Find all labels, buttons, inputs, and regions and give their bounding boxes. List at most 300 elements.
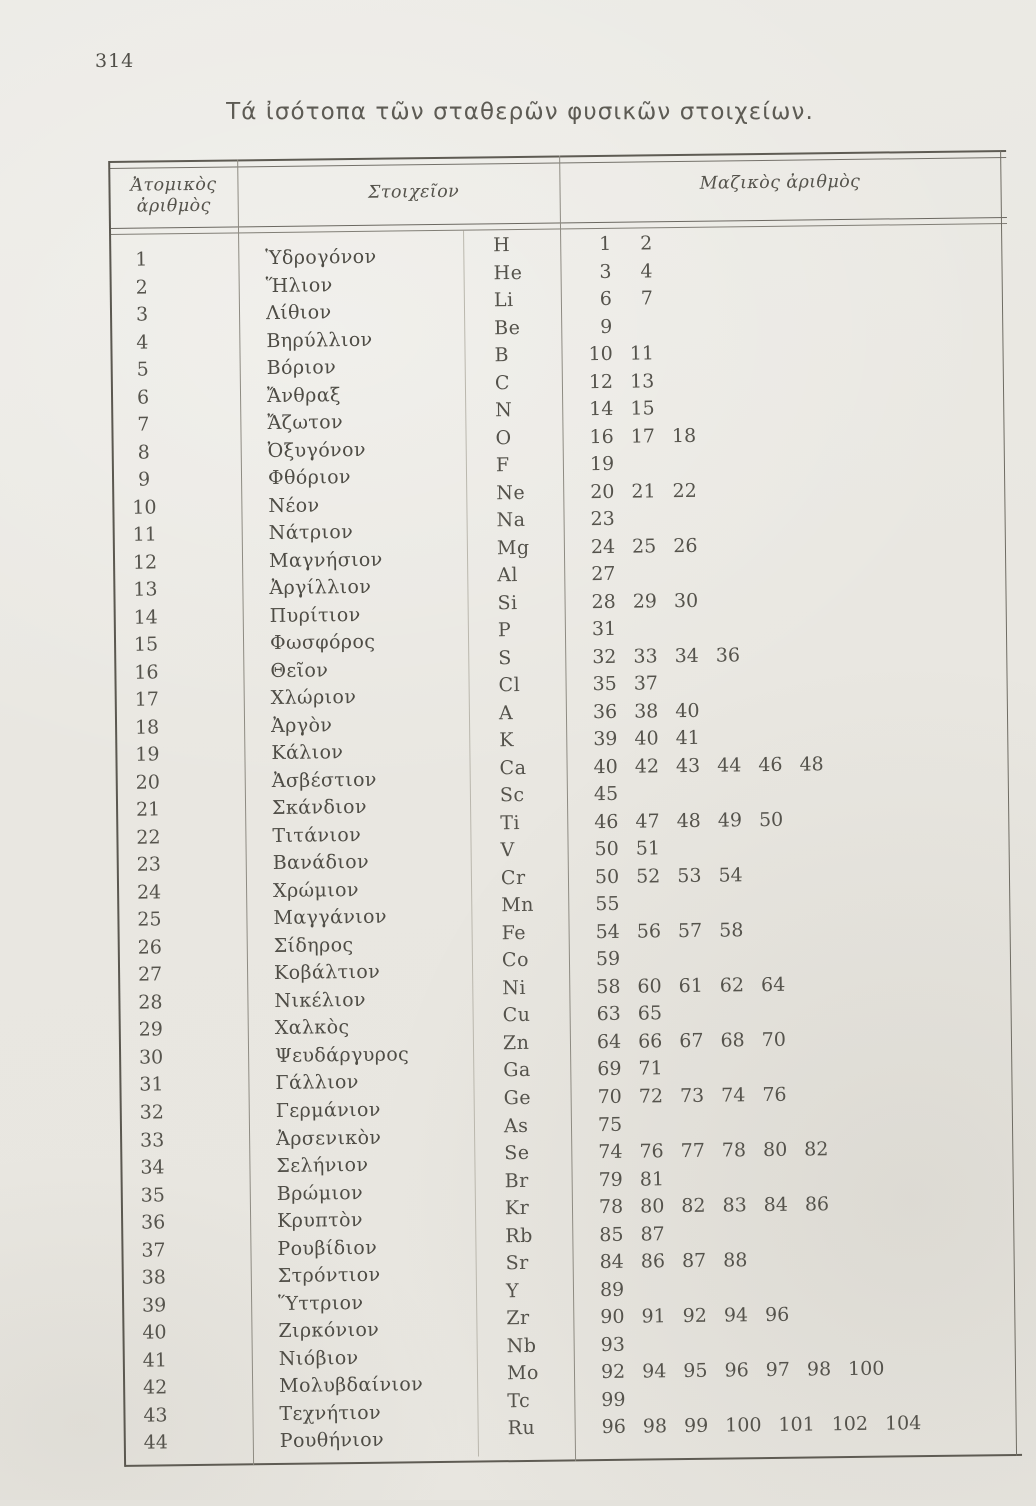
atomic-number-cell: 33 — [139, 1128, 165, 1152]
element-symbol-cell: Na — [496, 509, 526, 532]
element-symbol-cell: Ne — [496, 481, 526, 504]
mass-number: 54 — [595, 920, 620, 943]
mass-numbers-cell — [566, 477, 714, 506]
atomic-number-cell: 37 — [141, 1238, 166, 1262]
element-name-cell: Γερμάνιον — [275, 1098, 381, 1122]
mass-number: 11 — [629, 342, 655, 365]
mass-numbers-cell — [565, 422, 713, 451]
mass-number: 12 — [588, 370, 614, 393]
mass-numbers-cell — [570, 806, 800, 836]
mass-number: 101 — [778, 1413, 815, 1437]
mass-number: 32 — [592, 645, 617, 668]
mass-number: 49 — [717, 809, 743, 832]
element-symbol-cell: Nb — [506, 1334, 537, 1357]
mass-numbers-cell — [568, 616, 634, 644]
atomic-number-cell: 19 — [135, 743, 160, 766]
mass-number: 70 — [597, 1085, 622, 1109]
mass-number: 15 — [630, 397, 655, 420]
mass-number: 98 — [806, 1358, 832, 1381]
mass-number: 63 — [596, 1003, 621, 1026]
element-symbol-cell: Mg — [496, 536, 530, 559]
mass-number: 58 — [596, 975, 621, 999]
mass-numbers-cell — [572, 946, 638, 974]
element-symbol-cell: Al — [497, 564, 519, 587]
mass-number: 47 — [635, 810, 660, 833]
mass-number: 74 — [721, 1084, 746, 1107]
mass-number: 79 — [598, 1168, 623, 1191]
mass-number: 74 — [598, 1140, 623, 1164]
element-name-cell: Τιτάνιον — [272, 823, 362, 847]
atomic-number-cell: 36 — [140, 1211, 166, 1234]
mass-number: 82 — [804, 1138, 829, 1161]
mass-number: 86 — [640, 1250, 666, 1273]
table-top-rule — [109, 150, 1006, 163]
element-name-cell: Βανάδιον — [272, 851, 370, 875]
mass-number: 68 — [720, 1029, 745, 1052]
mass-number: 57 — [677, 919, 703, 942]
mass-number: 97 — [765, 1358, 791, 1382]
element-name-cell: Μαγνήσιον — [268, 548, 383, 572]
mass-number: 27 — [591, 563, 616, 586]
element-name-cell: Χλώριον — [270, 686, 357, 710]
element-symbol-cell: N — [495, 399, 513, 422]
element-name-cell: Ἀρσενικὸν — [275, 1126, 382, 1150]
element-symbol-cell: C — [494, 371, 511, 394]
mass-number: 28 — [591, 590, 616, 613]
element-name-cell: Κάλιον — [271, 741, 344, 765]
mass-number: 94 — [723, 1304, 749, 1327]
mass-number: 81 — [639, 1167, 665, 1191]
mass-number: 70 — [761, 1028, 787, 1052]
mass-number: 16 — [589, 425, 614, 448]
atomic-number-cell: 4 — [136, 331, 149, 354]
element-name-cell: Θεῖον — [270, 659, 329, 682]
mass-number: 91 — [641, 1305, 666, 1328]
mass-number: 29 — [632, 590, 658, 613]
element-symbol-cell: Cl — [498, 674, 521, 697]
element-name-cell: Τεχνήτιον — [279, 1401, 382, 1425]
mass-number: 99 — [683, 1414, 709, 1438]
element-name-cell: Ὀξυγόνον — [267, 438, 366, 462]
mass-number: 58 — [719, 919, 744, 942]
mass-numbers-cell — [574, 1111, 640, 1139]
mass-number: 77 — [680, 1139, 705, 1163]
mass-numbers-cell — [569, 751, 840, 782]
element-symbol-cell: Ti — [500, 811, 521, 835]
mass-numbers-cell — [569, 697, 717, 726]
element-name-cell: Ἀργὸν — [270, 714, 333, 737]
atomic-number-cell: 28 — [138, 991, 163, 1014]
atomic-number-cell: 12 — [132, 551, 158, 574]
mass-number: 37 — [633, 672, 659, 695]
header-atomic-number-line2: ἀριθμὸς — [136, 195, 211, 217]
atomic-number-cell: 26 — [137, 936, 163, 959]
mass-number: 1 — [598, 232, 612, 255]
mass-number: 82 — [681, 1194, 706, 1218]
mass-number: 67 — [679, 1029, 704, 1053]
mass-number: 35 — [592, 673, 617, 696]
element-symbol-cell: Rb — [505, 1224, 533, 1247]
mass-numbers-cell — [577, 1356, 902, 1387]
mass-numbers-cell — [571, 862, 760, 892]
mass-numbers-cell — [572, 1001, 679, 1030]
element-symbol-cell: Si — [497, 591, 518, 614]
mass-number: 104 — [884, 1412, 922, 1435]
mass-number: 21 — [631, 479, 656, 503]
mass-numbers-cell — [574, 1136, 845, 1167]
mass-number: 100 — [725, 1414, 762, 1437]
mass-number: 43 — [675, 754, 701, 777]
element-symbol-cell: A — [498, 701, 514, 725]
element-symbol-cell: H — [493, 234, 511, 257]
mass-number: 89 — [599, 1278, 625, 1301]
mass-number: 48 — [799, 753, 824, 776]
mass-numbers-cell — [577, 1331, 643, 1359]
mass-number: 45 — [593, 783, 619, 806]
mass-number: 78 — [598, 1195, 624, 1219]
element-symbol-cell: Co — [501, 949, 530, 972]
atomic-number-cell: 8 — [137, 441, 150, 464]
mass-number: 87 — [681, 1249, 707, 1273]
element-name-cell: Νέον — [268, 494, 320, 517]
element-symbol-cell: Br — [504, 1169, 529, 1192]
element-symbol-cell: Ge — [503, 1086, 532, 1110]
mass-numbers-cell — [568, 670, 675, 699]
mass-numbers-cell — [565, 368, 672, 397]
mass-numbers-cell — [575, 1247, 764, 1277]
mass-numbers-cell — [567, 532, 715, 561]
mass-numbers-cell — [575, 1191, 846, 1222]
mass-number: 84 — [763, 1193, 789, 1217]
atomic-number-cell: 38 — [141, 1266, 167, 1289]
mass-numbers-cell — [573, 1056, 680, 1085]
element-symbol-cell: Zn — [502, 1031, 530, 1055]
mass-number: 46 — [758, 753, 783, 776]
mass-number: 50 — [594, 865, 620, 888]
atomic-number-cell: 32 — [139, 1101, 165, 1124]
mass-number: 66 — [638, 1030, 663, 1053]
mass-numbers-cell — [570, 835, 677, 864]
mass-number: 87 — [640, 1222, 665, 1246]
mass-number: 75 — [597, 1113, 623, 1136]
atomic-number-cell: 18 — [134, 716, 160, 739]
element-symbol-cell: S — [498, 646, 512, 669]
element-symbol-cell: Ru — [507, 1417, 536, 1440]
atomic-number-cell: 11 — [132, 523, 157, 546]
element-name-cell: Λίθιον — [265, 301, 332, 325]
element-name-cell: Ζιρκόνιον — [278, 1318, 380, 1343]
mass-number: 96 — [724, 1359, 749, 1382]
atomic-number-cell: 9 — [137, 468, 151, 491]
mass-number: 51 — [635, 837, 661, 860]
mass-number: 78 — [721, 1139, 747, 1162]
mass-number: 59 — [595, 948, 621, 971]
element-symbol-cell: Sr — [505, 1252, 529, 1275]
element-symbol-cell: Kr — [504, 1196, 530, 1220]
mass-numbers-cell — [566, 506, 632, 534]
element-name-cell: Κοβάλτιον — [273, 961, 381, 985]
mass-numbers-cell — [566, 451, 632, 479]
mass-number: 18 — [671, 424, 697, 447]
element-symbol-cell: Y — [505, 1279, 520, 1302]
atomic-number-cell: 1 — [135, 248, 148, 271]
mass-numbers-cell — [576, 1276, 642, 1304]
element-name-cell: Ἄνθραξ — [266, 383, 341, 407]
element-symbol-cell: O — [495, 426, 512, 449]
mass-number: 62 — [719, 974, 745, 997]
element-symbol-cell: He — [493, 261, 523, 284]
header-atomic-number — [109, 174, 238, 218]
element-symbol-cell: P — [497, 619, 512, 642]
mass-number: 84 — [599, 1250, 624, 1274]
mass-numbers-cell — [574, 1166, 681, 1195]
mass-number: 38 — [633, 700, 659, 723]
mass-number: 36 — [715, 644, 741, 667]
element-name-cell: Βρώμιον — [276, 1181, 364, 1205]
element-name-cell: Ἀργίλλιον — [269, 575, 372, 600]
mass-number: 64 — [596, 1030, 622, 1054]
element-symbol-cell: As — [503, 1114, 529, 1137]
mass-numbers-cell — [575, 1221, 682, 1250]
mass-number: 24 — [590, 535, 616, 558]
mass-number: 19 — [589, 452, 615, 476]
mass-numbers-cell — [573, 1082, 803, 1112]
mass-number: 17 — [630, 424, 656, 448]
mass-number: 72 — [638, 1085, 664, 1108]
mass-number: 25 — [631, 534, 657, 558]
atomic-number-cell: 43 — [143, 1404, 168, 1427]
atomic-number-cell: 20 — [135, 771, 160, 794]
mass-number: 22 — [672, 479, 697, 502]
mass-number: 55 — [595, 893, 620, 916]
element-name-cell: Φωσφόρος — [269, 630, 376, 655]
table-title: Τά ἰσότοπα τῶν σταθερῶν φυσικῶν στοιχείων. — [226, 99, 814, 125]
element-name-cell: Σίδηρος — [273, 933, 354, 957]
mass-numbers-cell — [563, 258, 669, 287]
mass-number: 94 — [642, 1360, 667, 1383]
mass-number: 61 — [678, 974, 703, 997]
mass-numbers-cell — [571, 917, 760, 947]
mass-number: 53 — [677, 864, 702, 887]
element-symbol-cell: K — [499, 729, 515, 752]
element-name-cell: Ψευδάργυρος — [274, 1043, 410, 1067]
element-name-cell: Ἥλιον — [265, 273, 333, 297]
element-symbol-cell: Fe — [501, 921, 527, 945]
element-symbol-cell: Ni — [502, 976, 527, 1000]
header-element: Στοιχεῖον — [367, 181, 460, 203]
mass-number: 96 — [764, 1303, 790, 1327]
mass-number: 50 — [758, 808, 784, 831]
element-name-cell: Πυρίτιον — [269, 603, 361, 627]
element-name-cell: Ὕττριον — [277, 1291, 364, 1315]
atomic-number-cell: 22 — [136, 826, 161, 849]
mass-number: 73 — [679, 1084, 705, 1108]
mass-number: 4 — [640, 259, 653, 283]
element-name-cell: Νικέλιον — [274, 988, 367, 1012]
atomic-number-cell: 17 — [134, 688, 159, 711]
atomic-number-cell: 7 — [137, 413, 150, 436]
mass-number: 76 — [639, 1140, 664, 1163]
atomic-number-cell: 40 — [142, 1321, 167, 1344]
page-number: 314 — [95, 50, 135, 72]
atomic-number-cell: 35 — [140, 1183, 166, 1207]
mass-number: 54 — [718, 864, 743, 887]
atomic-number-cell: 23 — [136, 853, 161, 877]
atomic-number-cell: 27 — [137, 963, 163, 987]
mass-number: 31 — [591, 618, 617, 641]
mass-number: 33 — [633, 645, 658, 668]
atomic-number-cell: 39 — [141, 1293, 167, 1317]
mass-number: 102 — [831, 1412, 869, 1436]
mass-number: 100 — [847, 1357, 885, 1381]
mass-number: 76 — [762, 1083, 787, 1107]
mass-number: 92 — [682, 1304, 708, 1328]
mass-number: 48 — [676, 809, 701, 832]
element-symbol-cell: Ga — [503, 1059, 531, 1082]
element-name-cell: Ὑδρογόνον — [265, 245, 377, 270]
mass-numbers-cell — [577, 1386, 643, 1414]
element-symbol-cell: F — [495, 454, 510, 477]
element-name-cell: Νιόβιον — [278, 1346, 359, 1370]
mass-numbers-cell — [565, 395, 672, 424]
mass-number: 41 — [675, 727, 700, 750]
mass-number: 92 — [600, 1360, 626, 1384]
element-name-cell: Ρουθήνιον — [279, 1428, 385, 1453]
table-body — [0, 232, 1036, 1459]
mass-number: 42 — [634, 755, 660, 778]
mass-number: 44 — [717, 754, 742, 777]
atomic-number-cell: 44 — [143, 1431, 169, 1454]
mass-number: 2 — [639, 232, 653, 255]
mass-number: 95 — [683, 1359, 708, 1383]
element-symbol-cell: Cu — [502, 1004, 531, 1027]
mass-number: 39 — [593, 728, 618, 751]
atomic-number-cell: 25 — [137, 908, 162, 932]
mass-number: 83 — [722, 1194, 747, 1217]
mass-number: 50 — [594, 838, 619, 861]
mass-number: 40 — [593, 755, 618, 778]
element-symbol-cell: Ca — [499, 756, 527, 780]
mass-number: 60 — [637, 975, 662, 998]
mass-number: 20 — [590, 480, 615, 503]
mass-number: 69 — [597, 1058, 622, 1081]
mass-numbers-cell — [576, 1302, 806, 1332]
mass-number: 86 — [804, 1193, 830, 1216]
mass-number: 99 — [601, 1388, 626, 1411]
atomic-number-cell: 3 — [135, 303, 149, 326]
element-name-cell: Ἀσβέστιον — [271, 768, 377, 792]
atomic-number-cell: 10 — [132, 496, 157, 519]
atomic-number-cell: 42 — [142, 1376, 168, 1399]
mass-number: 30 — [673, 589, 699, 612]
header-mass-number: Μαζικὸς ἀριθμὸς — [699, 171, 861, 194]
element-name-cell: Ρουβίδιον — [277, 1236, 378, 1260]
element-symbol-cell: Li — [493, 289, 514, 312]
element-symbol-cell: Cr — [500, 866, 526, 890]
mass-number: 98 — [642, 1415, 668, 1438]
atomic-number-cell: 2 — [135, 276, 148, 299]
element-name-cell: Νάτριον — [268, 521, 354, 545]
element-symbol-cell: B — [494, 344, 510, 367]
mass-number: 46 — [594, 810, 619, 833]
element-name-cell: Μαγγάνιον — [273, 906, 387, 930]
atomic-number-cell: 31 — [139, 1073, 164, 1097]
element-symbol-cell: Tc — [507, 1389, 531, 1412]
element-name-cell: Χρώμιον — [272, 878, 360, 902]
mass-numbers-cell — [570, 781, 636, 809]
mass-number: 7 — [640, 287, 654, 310]
mass-number: 13 — [629, 369, 655, 393]
element-symbol-cell: Zr — [506, 1307, 530, 1330]
mass-number: 36 — [592, 700, 618, 723]
atomic-number-cell: 14 — [133, 606, 158, 629]
mass-number: 40 — [634, 727, 659, 750]
atomic-number-cell: 13 — [133, 578, 158, 601]
mass-number: 65 — [637, 1002, 663, 1026]
mass-number: 26 — [673, 534, 698, 557]
mass-number: 34 — [674, 644, 699, 667]
atomic-number-cell: 34 — [140, 1156, 165, 1179]
mass-number: 96 — [601, 1415, 626, 1439]
mass-number: 10 — [588, 342, 613, 366]
mass-number: 52 — [635, 865, 661, 888]
element-name-cell: Χαλκὸς — [274, 1016, 350, 1040]
mass-numbers-cell — [569, 725, 717, 754]
element-symbol-cell: V — [500, 839, 515, 862]
mass-numbers-cell — [563, 230, 669, 259]
element-name-cell: Φθόριον — [267, 466, 352, 490]
mass-number: 80 — [640, 1195, 665, 1218]
mass-numbers-cell — [578, 1410, 939, 1442]
header-atomic-number-line1: Ἀτομικὸς — [130, 174, 217, 196]
element-name-cell: Στρόντιον — [277, 1263, 381, 1288]
mass-numbers-cell — [564, 340, 671, 369]
element-symbol-cell: Sc — [499, 784, 525, 807]
element-name-cell: Σκάνδιον — [271, 796, 367, 820]
mass-numbers-cell — [564, 285, 670, 314]
element-symbol-cell: Mo — [506, 1361, 540, 1385]
mass-number: 85 — [599, 1223, 624, 1246]
atomic-number-cell: 29 — [138, 1018, 164, 1042]
mass-numbers-cell — [571, 891, 637, 919]
mass-number: 14 — [589, 397, 614, 421]
atomic-number-cell: 24 — [136, 881, 162, 904]
mass-number: 3 — [599, 260, 612, 283]
element-name-cell: Σελήνιον — [276, 1153, 369, 1178]
mass-number: 40 — [675, 699, 700, 722]
atomic-number-cell: 6 — [136, 386, 150, 409]
mass-number: 80 — [762, 1138, 788, 1162]
mass-numbers-cell — [567, 587, 715, 616]
atomic-number-cell: 30 — [138, 1046, 164, 1069]
mass-numbers-cell — [568, 642, 757, 672]
atomic-number-cell: 5 — [136, 358, 149, 381]
atomic-number-cell: 41 — [142, 1348, 168, 1372]
atomic-number-cell: 16 — [134, 661, 159, 684]
mass-number: 6 — [599, 287, 613, 311]
mass-number: 9 — [599, 315, 613, 338]
element-symbol-cell: Be — [494, 316, 521, 339]
atomic-number-cell: 21 — [135, 798, 161, 822]
mass-number: 93 — [600, 1333, 625, 1356]
element-symbol-cell: Mn — [501, 894, 535, 917]
element-name-cell: Κρυπτὸν — [276, 1208, 363, 1233]
header-bottom-rule-inner — [110, 223, 1007, 235]
mass-number: 23 — [590, 507, 615, 531]
element-name-cell: Βόριον — [266, 356, 337, 380]
mass-number: 56 — [636, 920, 662, 943]
element-name-cell: Μολυβδαίνιον — [279, 1373, 424, 1398]
